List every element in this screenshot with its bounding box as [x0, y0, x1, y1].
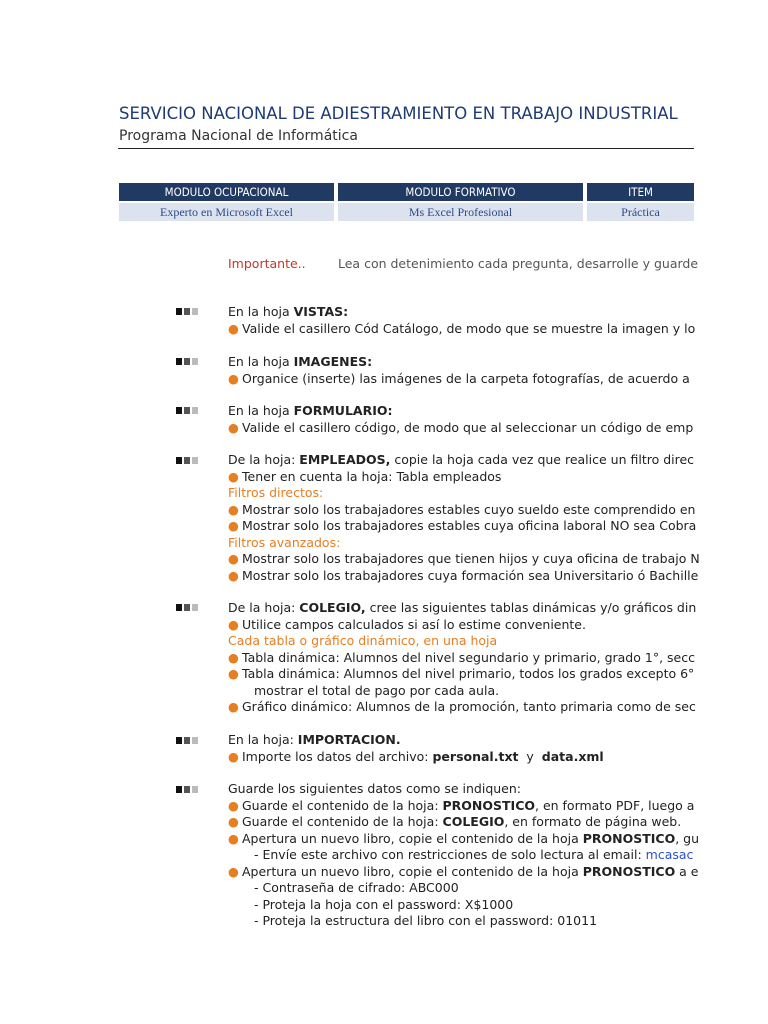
table-header-item: ITEM [587, 183, 694, 201]
table-cell-item: Práctica [587, 203, 694, 221]
subheading-cada-tabla: Cada tabla o gráfico dinámico, en una hoja [228, 633, 498, 648]
title-divider [118, 148, 694, 149]
page-title: SERVICIO NACIONAL DE ADIESTRAMIENTO EN TRABAJO INDUSTRIAL [119, 104, 678, 123]
bullet-icon: ● [228, 699, 239, 714]
list-item-suffix: a e [675, 863, 699, 879]
section-heading-bold: COLEGIO, [299, 600, 366, 615]
sub-item-text: - Proteja la hoja con el password: X$1000 [254, 896, 514, 912]
bullet-icon: ● [228, 748, 239, 764]
section-formulario [228, 403, 694, 436]
table-header-modulo-ocupacional: MODULO OCUPACIONAL [119, 183, 334, 201]
bullet-icon: ● [228, 320, 239, 336]
conjunction-text: y [518, 748, 542, 764]
section-importacion [228, 732, 694, 765]
page-subtitle: Programa Nacional de Informática [119, 128, 358, 144]
section-empleados [228, 452, 700, 584]
section-colegio [228, 600, 697, 716]
list-item: Tabla dinámica: Alumnos del nivel primario, todos los grados excepto 6° [242, 666, 695, 681]
list-item-prefix: Guarde el contenido de la hoja: [242, 814, 443, 829]
subheading-filtros-directos: Filtros directos: [228, 485, 324, 500]
list-item-continuation: mostrar el total de pago por cada aula. [254, 682, 500, 698]
list-item-prefix: Apertura un nuevo libro, copie el contenido de la hoja [242, 863, 583, 879]
bullet-icon: ● [228, 370, 239, 386]
table-cell-modulo-ocupacional: Experto en Microsoft Excel [119, 203, 334, 221]
list-item: Tabla dinámica: Alumnos del nivel segundario y primario, grado 1°, secc [242, 649, 695, 665]
list-item: Valide el casillero código, de modo que al seleccionar un código de emp [242, 419, 694, 435]
section-heading-prefix: En la hoja [228, 403, 294, 418]
section-marker-icon [176, 308, 206, 316]
bullet-icon: ● [228, 551, 239, 566]
list-item: Utilice campos calculados si así lo estime conveniente. [242, 616, 586, 632]
list-item-bold: PRONOSTICO [582, 863, 676, 879]
section-marker-icon [176, 407, 206, 415]
list-item-prefix: Apertura un nuevo libro, copie el contenido de la hoja [242, 830, 583, 846]
bullet-icon: ● [228, 616, 239, 632]
section-heading-prefix: De la hoja: [228, 452, 300, 467]
section-heading-suffix: copie la hoja cada vez que realice un filtro direc [390, 452, 695, 467]
bullet-icon: ● [228, 419, 239, 435]
important-text: Lea con detenimiento cada pregunta, desarrolle y guarde [338, 256, 699, 271]
section-marker-icon [176, 457, 206, 465]
sub-item-text: - Proteja la estructura del libro con el password: 01011 [254, 913, 598, 928]
list-item: Tener en cuenta la hoja: Tabla empleados [242, 468, 502, 484]
section-heading-prefix: En la hoja: [228, 732, 298, 747]
table-header-modulo-formativo: MODULO FORMATIVO [338, 183, 583, 201]
bullet-icon: ● [228, 468, 239, 484]
list-item: Valide el casillero Cód Catálogo, de modo que se muestre la imagen y lo [242, 320, 696, 336]
section-heading-bold: IMAGENES: [293, 354, 373, 369]
list-item-suffix: , en formato de página web. [504, 814, 682, 829]
list-item: Organice (inserte) las imágenes de la carpeta fotografías, de acuerdo a [242, 370, 690, 386]
subheading-filtros-avanzados: Filtros avanzados: [228, 534, 341, 550]
section-heading-suffix: cree las siguientes tablas dinámicas y/o gráficos din [365, 600, 697, 615]
section-marker-icon [176, 786, 206, 794]
list-item: Mostrar solo los trabajadores estables cuya oficina laboral NO sea Cobra [242, 518, 697, 533]
list-item-prefix: Importe los datos del archivo: [242, 748, 433, 764]
bullet-icon: ● [228, 814, 239, 829]
bullet-icon: ● [228, 830, 239, 846]
section-marker-icon [176, 358, 206, 366]
bullet-icon: ● [228, 863, 239, 879]
important-label: Importante.. [228, 256, 306, 271]
list-item: Gráfico dinámico: Alumnos de la promoción, tanto primaria como de sec [242, 699, 696, 714]
section-marker-icon [176, 737, 206, 745]
sub-item-text: - Envíe este archivo con restricciones de solo lectura al email: [254, 847, 646, 862]
section-imagenes [228, 354, 694, 387]
bullet-icon: ● [228, 567, 239, 583]
section-heading-prefix: De la hoja: [228, 600, 300, 615]
list-item-prefix: Guarde el contenido de la hoja: [242, 797, 443, 813]
section-heading: Guarde los siguientes datos como se indiquen: [228, 781, 522, 796]
section-vistas [228, 304, 694, 337]
file-name-personal: personal.txt [432, 748, 519, 764]
bullet-icon: ● [228, 797, 239, 813]
file-name-data: data.xml [541, 748, 604, 764]
section-marker-icon [176, 604, 206, 612]
section-heading-bold: IMPORTACION. [297, 732, 401, 747]
section-heading-bold: FORMULARIO: [293, 403, 393, 418]
section-heading-bold: EMPLEADOS, [299, 452, 391, 467]
bullet-icon: ● [228, 518, 239, 533]
table-cell-modulo-formativo: Ms Excel Profesional [338, 203, 583, 221]
list-item: Mostrar solo los trabajadores que tienen hijos y cuya oficina de trabajo N [242, 551, 700, 566]
section-heading-prefix: En la hoja [228, 354, 294, 369]
list-item: Mostrar solo los trabajadores cuya formación sea Universitario ó Bachille [242, 567, 699, 583]
bullet-icon: ● [228, 666, 239, 681]
list-item-bold: COLEGIO [442, 814, 505, 829]
section-heading-prefix: En la hoja [228, 304, 294, 319]
sub-item-text: - Contraseña de cifrado: ABC000 [254, 880, 459, 895]
bullet-icon: ● [228, 501, 239, 517]
email-link[interactable]: mcasac [645, 847, 694, 862]
list-item-suffix: , gu [675, 830, 700, 846]
section-guarde [228, 781, 700, 930]
bullet-icon: ● [228, 649, 239, 665]
section-heading-bold: VISTAS: [293, 304, 349, 319]
list-item-bold: PRONOSTICO [582, 830, 676, 846]
list-item: Mostrar solo los trabajadores estables cuyo sueldo este comprendido en [242, 501, 696, 517]
list-item-bold: PRONOSTICO [442, 797, 535, 813]
list-item-suffix: , en formato PDF, luego a [535, 797, 695, 813]
